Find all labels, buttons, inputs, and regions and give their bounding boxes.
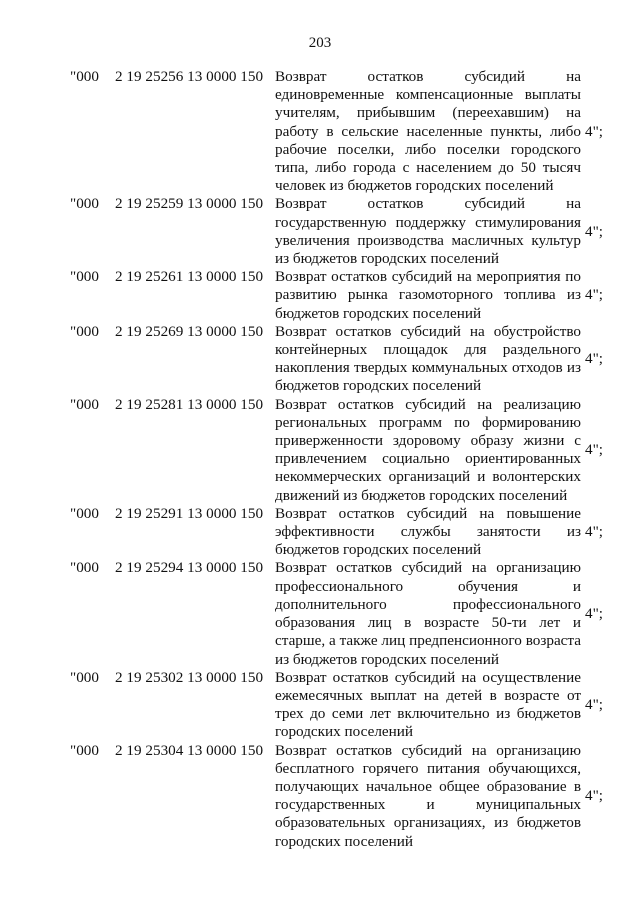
admin-code: "000 (70, 741, 99, 759)
entry-suffix: 4"; (585, 523, 604, 541)
entry-suffix: 4"; (585, 441, 604, 459)
admin-code: "000 (70, 668, 99, 686)
budget-entry-7 (70, 559, 610, 668)
budget-entry-9 (70, 742, 610, 851)
budget-classification-code: 2 19 25304 13 0000 150 (115, 741, 264, 759)
budget-entry-5 (70, 396, 610, 505)
entry-suffix: 4"; (585, 696, 604, 713)
entry-description: Возврат остатков субсидий на осуществление ежемесячных выплат на детей в возрасте от трех до семи лет включительно из бюджетов городских поселений (275, 668, 581, 741)
entry-description: Возврат остатков субсидий на единовременные компенсационные выплаты учителям, прибывшим (переехавшим) на работу в сельские населенные пункты, либо рабочие поселки, либо поселки городского типа, либо города с населением до 50 тысяч человек из бюджетов городских поселений (275, 68, 581, 195)
admin-code: "000 (70, 268, 99, 286)
budget-entry-3 (70, 268, 610, 323)
admin-code: "000 (70, 559, 99, 577)
admin-code: "000 (70, 68, 99, 85)
budget-entry-8 (70, 669, 610, 742)
budget-entry-1 (70, 68, 610, 195)
entry-description: Возврат остатков субсидий на организацию профессионального обучения и дополнительного профессионального образования лиц в возрасте 50-ти лет и старше, а также лиц предпенсионного возраста из бюджетов городских поселений (275, 559, 581, 668)
budget-classification-code: 2 19 25294 13 0000 150 (115, 559, 264, 577)
entry-suffix: 4"; (585, 122, 604, 140)
entry-suffix: 4"; (585, 787, 604, 805)
budget-classification-code: 2 19 25269 13 0000 150 (115, 322, 264, 340)
budget-entry-2 (70, 195, 610, 268)
budget-classification-code: 2 19 25259 13 0000 150 (115, 195, 264, 213)
budget-classification-code: 2 19 25261 13 0000 150 (115, 268, 264, 286)
budget-entry-6 (70, 505, 610, 560)
budget-entry-4 (70, 323, 610, 396)
entry-description: Возврат остатков субсидий на обустройство контейнерных площадок для раздельного накопления твердых коммунальных отходов из бюджетов городских поселений (275, 322, 581, 395)
entry-description: Возврат остатков субсидий на организацию бесплатного горячего питания обучающихся, получающих начальное общее образование в государственных и муниципальных образовательных организациях, из бюджетов городских поселений (275, 741, 581, 850)
entry-description: Возврат остатков субсидий на мероприятия по развитию рынка газомоторного топлива из бюджетов городских поселений (275, 268, 581, 322)
entry-suffix: 4"; (585, 286, 604, 304)
entry-description: Возврат остатков субсидий на повышение эффективности службы занятости из бюджетов городских поселений (275, 504, 581, 559)
entry-suffix: 4"; (585, 350, 604, 368)
budget-code-list (70, 68, 610, 851)
entry-suffix: 4"; (585, 222, 604, 240)
budget-classification-code: 2 19 25256 13 0000 150 (115, 68, 264, 85)
entry-suffix: 4"; (585, 604, 604, 622)
budget-classification-code: 2 19 25281 13 0000 150 (115, 395, 264, 413)
admin-code: "000 (70, 504, 99, 522)
page-number: 203 (308, 35, 332, 51)
budget-classification-code: 2 19 25291 13 0000 150 (115, 504, 264, 522)
budget-classification-code: 2 19 25302 13 0000 150 (115, 668, 264, 686)
admin-code: "000 (70, 395, 99, 413)
admin-code: "000 (70, 322, 99, 340)
entry-description: Возврат остатков субсидий на реализацию региональных программ по формированию приверженности здоровому образу жизни с привлечением социально ориентированных некоммерческих организаций и волонтерских движений из бюджетов городских поселений (275, 395, 581, 504)
entry-description: Возврат остатков субсидий на государственную поддержку стимулирования увеличения производства масличных культур из бюджетов городских поселений (275, 195, 581, 268)
admin-code: "000 (70, 195, 99, 213)
